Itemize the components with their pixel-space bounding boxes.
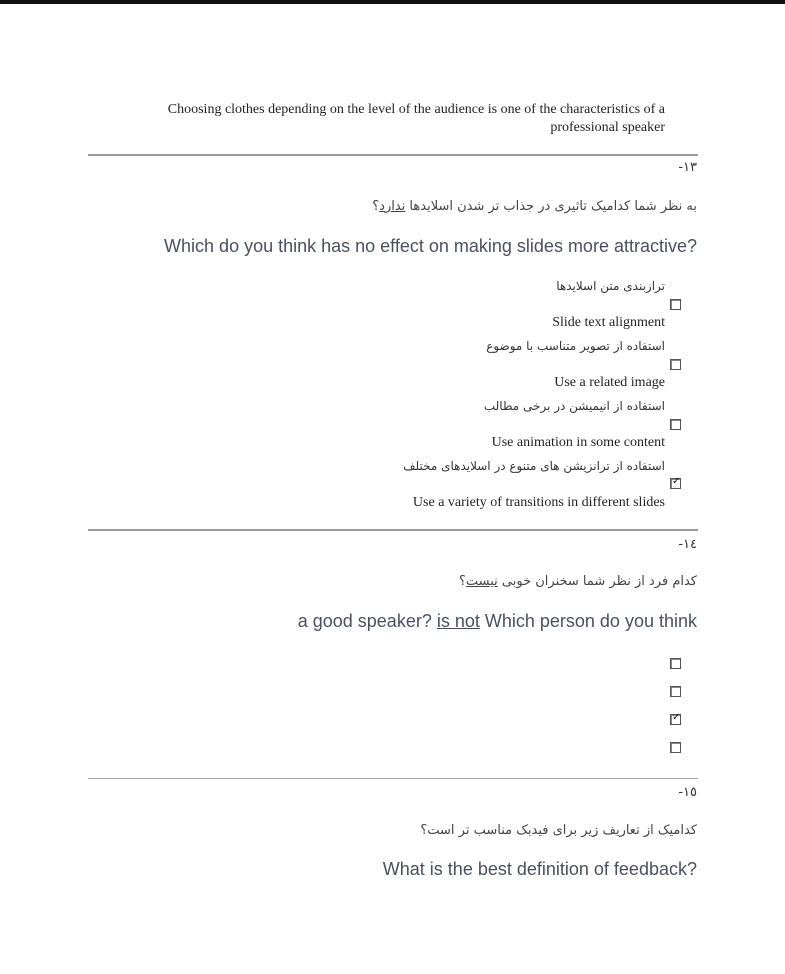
- question-13-persian: [372, 199, 697, 214]
- q14-option-4-checkbox[interactable]: [670, 742, 681, 753]
- q13-option-4-english: Use a variety of transitions in different slides: [412, 495, 665, 510]
- q13-option-3-checkbox[interactable]: [670, 419, 681, 430]
- q14-option-2-checkbox[interactable]: [670, 686, 681, 697]
- q14-en-underlined: is not: [436, 611, 480, 631]
- q14-option-3-checkbox[interactable]: [670, 714, 681, 725]
- q13-fa-underlined: ندارد: [379, 199, 406, 214]
- divider-3: [88, 778, 698, 779]
- q13-option-3-english: Use animation in some content: [491, 435, 665, 450]
- q13-option-2-persian: استفاده از تصویر متناسب با موضوع: [486, 339, 665, 353]
- question-13-english: Which do you think has no effect on making slides more attractive?: [164, 236, 697, 256]
- question-14-english: [298, 611, 697, 632]
- question-15-number: -١٥: [678, 785, 697, 800]
- q13-option-1-english: Slide text alignment: [552, 315, 665, 330]
- q13-fa-prefix: به نظر شما کدامیک تاثیری در جذاب تر شدن اسلایدها: [405, 199, 697, 214]
- q14-fa-prefix: کدام فرد از نظر شما سخنران خوبی: [497, 574, 697, 589]
- q14-fa-suffix: ؟: [458, 574, 466, 589]
- q14-option-1-checkbox[interactable]: [670, 658, 681, 669]
- q14-en-part1: a good speaker?: [297, 611, 437, 631]
- q13-option-1-persian: ترازبندی متن اسلایدها: [556, 279, 665, 293]
- intro-statement: [168, 101, 665, 137]
- question-13-number: -١٣: [678, 160, 697, 175]
- question-15-persian: کدامیک از تعاریف زیر برای فیدبک مناسب تر است؟: [420, 823, 697, 838]
- top-border: [0, 0, 785, 4]
- check-icon: ✓: [672, 712, 681, 723]
- intro-line-1: Choosing clothes depending on the level of the audience is one of the characteristics of a: [167, 102, 665, 117]
- check-icon: ✓: [672, 476, 681, 487]
- q13-fa-suffix: ؟: [372, 199, 380, 214]
- divider-2: [88, 529, 698, 531]
- q13-option-4-checkbox[interactable]: [670, 478, 681, 489]
- q13-option-2-english: Use a related image: [554, 375, 665, 390]
- question-14-number: -١٤: [678, 537, 697, 552]
- q13-option-2-checkbox[interactable]: [670, 359, 681, 370]
- question-14-persian: [459, 574, 697, 589]
- q13-option-3-persian: استفاده از انیمیشن در برخی مطالب: [483, 399, 665, 413]
- q13-option-1-checkbox[interactable]: [670, 299, 681, 310]
- q14-en-part2: Which person do you think: [479, 611, 697, 631]
- intro-line-2: professional speaker: [550, 120, 665, 135]
- q13-option-4-persian: استفاده از ترانزیشن های متنوع در اسلایدهای مختلف: [403, 459, 665, 473]
- divider-1: [88, 154, 698, 156]
- question-15-english: What is the best definition of feedback?: [382, 859, 697, 879]
- q14-fa-underlined: نیست: [465, 574, 498, 589]
